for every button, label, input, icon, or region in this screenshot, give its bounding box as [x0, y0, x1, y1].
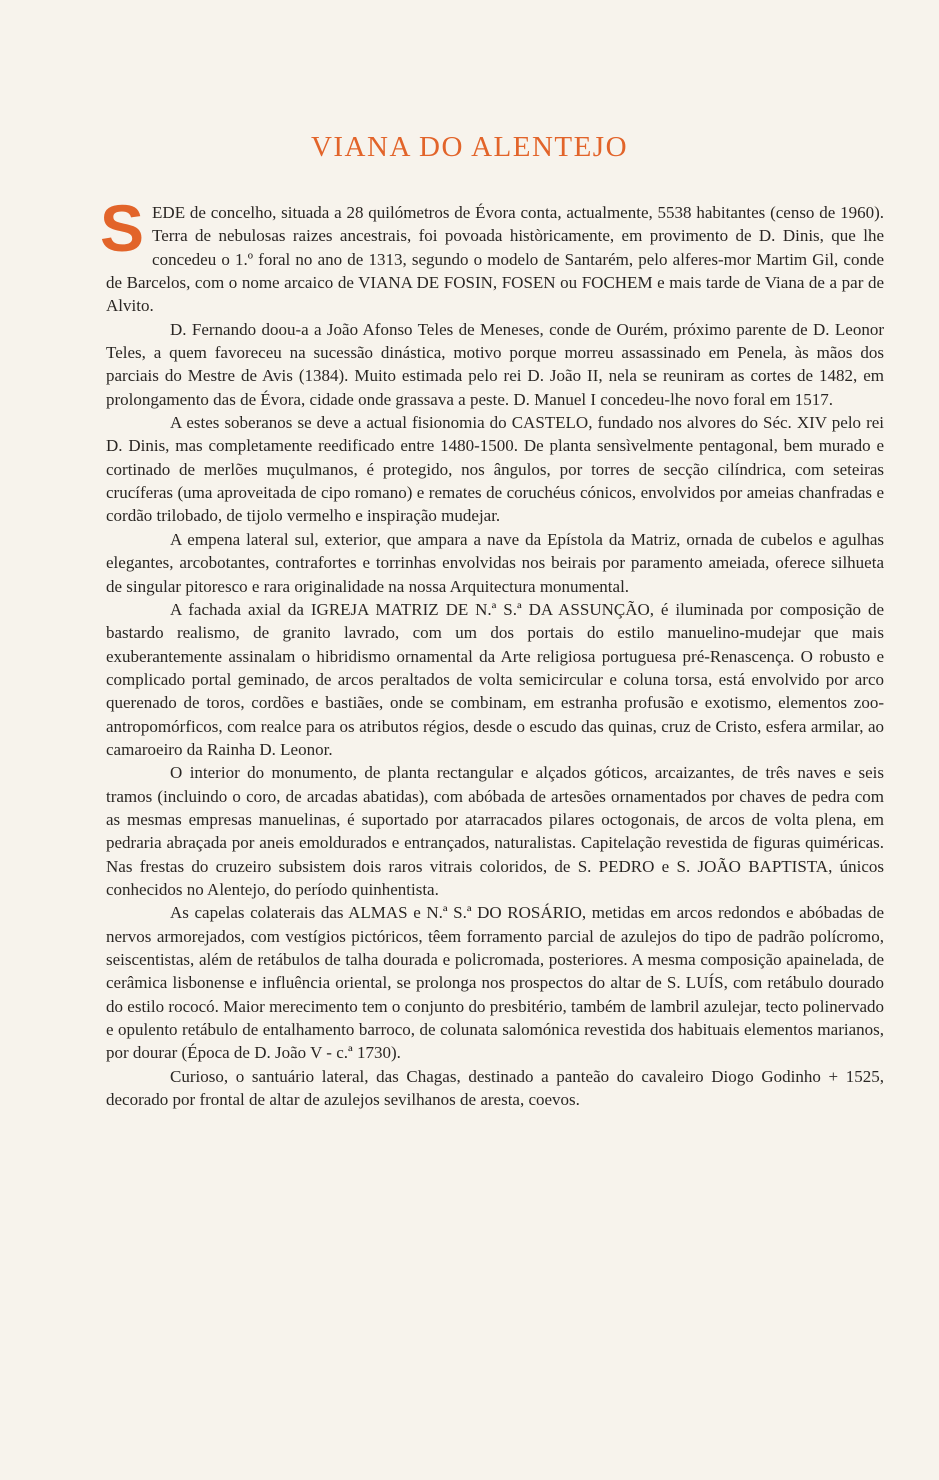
- paragraph-1: SEDE de concelho, situada a 28 quilómetros de Évora conta, actualmente, 5538 habitantes (censo de 1960). Terra de nebulosas raizes ancestrais, foi povoada històricamente, em provimento de D. Dinis, que lhe concedeu o 1.º foral no ano de 1313, segundo o modelo de Santarém, pelo alferes-mor Martim Gil, conde de Barcelos, com o nome arcaico de VIANA DE FOSIN, FOSEN ou FOCHEM e mais tarde de Viana de a par de Alvito.: [100, 191, 884, 316]
- paragraph-2: D. Fernando doou-a a João Afonso Teles de Meneses, conde de Ourém, próximo parente de D. Leonor Teles, a quem favoreceu na sucessão dinástica, motivo porque morreu assassinado em Penela, às mãos dos parciais do Mestre de Avis (1384). Muito estimada pelo rei D. João II, nela se reuniram as cortes de 1482, em prolongamento das de Évora, cidade onde grassava a peste. D. Manuel I concedeu-lhe novo foral em 1517.: [106, 319, 884, 409]
- paragraph-3: A estes soberanos se deve a actual fisionomia do CASTELO, fundado nos alvores do Séc. XIV pelo rei D. Dinis, mas completamente reedificado entre 1480-1500. De planta sensìvelmente pentagonal, bem murado e cortinado de merlões muçulmanos, é protegido, nos ângulos, por torres de secção cilíndrica, com seteiras crucíferas (uma aproveitada de cipo romano) e remates de coruchéus cónicos, envolvidos por ameias chanfradas e cordão trilobado, de tijolo vermelho e inspiração mudejar.: [106, 413, 884, 526]
- article-body: [100, 191, 884, 1111]
- drop-cap: S: [100, 191, 145, 265]
- paragraph-4: A empena lateral sul, exterior, que ampara a nave da Epístola da Matriz, ornada de cubelos e agulhas elegantes, arcobotantes, contrafortes e torrinhas envolvidas nos beirais por paramento ameiada, oferece silhueta de singular pitoresco e rara originalidade na nossa Arquitectura monumental.: [106, 529, 884, 596]
- page-title: VIANA DO ALENTEJO: [310, 131, 629, 164]
- paragraph-7: As capelas colaterais das ALMAS e N.ª S.ª DO ROSÁRIO, metidas em arcos redondos e abóbadas de nervos armorejados, com vestígios pictóricos, têem forramento parcial de azulejos do tipo de padrão polícromo, seiscentistas, além de retábulos de talha dourada e policromada, posteriores. A mesma composição apainelada, de cerâmica lisbonense e influência oriental, se prolonga nos prospectos do altar de S. LUÍS, com retábulo dourado do estilo rococó. Maior merecimento tem o conjunto do presbitério, também de lambril azulejar, tecto polinervado e opulento retábulo de entalhamento barroco, de colunata salomónica revestida dos habituais elementos marianos, por dourar (Época de D. João V - c.ª 1730).: [106, 903, 884, 1063]
- paragraph-6: O interior do monumento, de planta rectangular e alçados góticos, arcaizantes, de três naves e seis tramos (incluindo o coro, de arcadas abatidas), com abóbada de artesões ornamentados por chaves de pedra com as mesmas empresas manuelinas, é suportado por atarracados pilares octogonais, de arcos de volta plena, em pedraria abraçada por aneis emoldurados e entrançados, naturalistas. Capitelação revestida de figuras quiméricas. Nas frestas do cruzeiro subsistem dois raros vitrais coloridos, de S. PEDRO e S. JOÃO BAPTISTA, únicos conhecidos no Alentejo, do período quinhentista.: [106, 763, 884, 899]
- paragraph-5: A fachada axial da IGREJA MATRIZ DE N.ª S.ª DA ASSUNÇÃO, é iluminada por composição de bastardo realismo, de granito lavrado, com um dos portais do estilo manuelino-mudejar que mais exuberantemente assinalam o hibridismo ornamental da Arte religiosa portuguesa pré-Renascença. O robusto e complicado portal geminado, de arcos peraltados de volta semicircular e coluna torsa, está envolvido por arco querenado de toros, cordões e bastiães, onde se combinam, em estranha profusão e exotismo, elementos zoo-antropomórficos, com realce para os atributos régios, desde o escudo das quinas, cruz de Cristo, esfera armilar, ao camaroeiro da Rainha D. Leonor.: [106, 599, 884, 759]
- paragraph-8: Curioso, o santuário lateral, das Chagas, destinado a panteão do cavaleiro Diogo Godinho + 1525, decorado por frontal de altar de azulejos sevilhanos de aresta, coevos.: [106, 1066, 884, 1110]
